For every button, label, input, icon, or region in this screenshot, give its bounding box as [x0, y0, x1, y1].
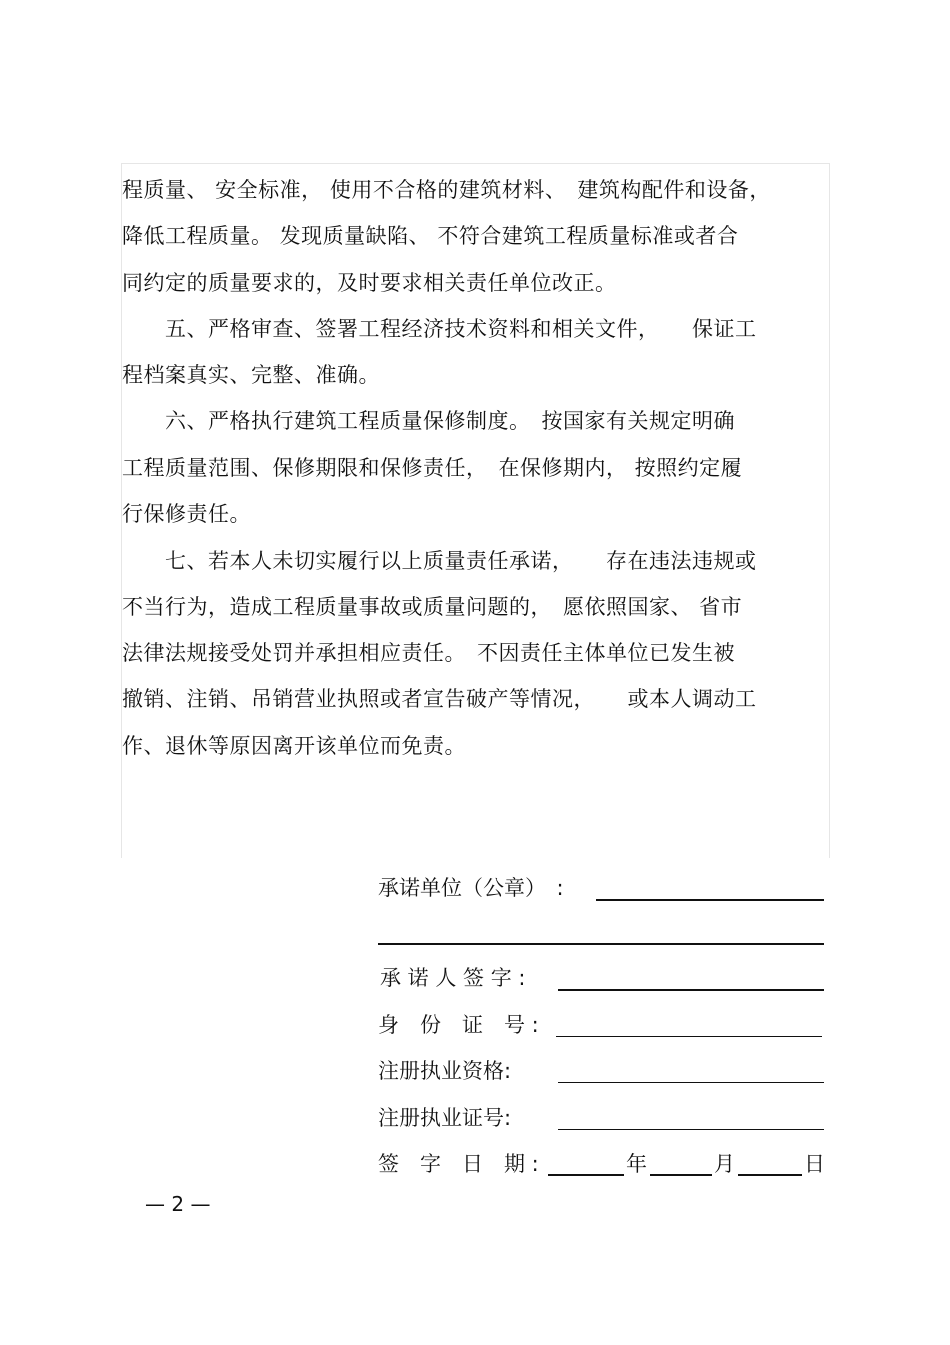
text-line: 五、严格审查、签署工程经济技术资料和相关文件， 保证工: [122, 317, 757, 341]
text-line: 不当行为，造成工程质量事故或质量问题的， 愿依照国家、 省市: [122, 595, 743, 619]
text-line: 同约定的质量要求的，及时要求相关责任单位改正。: [122, 271, 617, 295]
text-line: 降低工程质量。 发现质量缺陷、 不符合建筑工程质量标准或者合: [122, 224, 739, 248]
text-line: 七、若本人未切实履行以上质量责任承诺， 存在违法违规或: [122, 549, 757, 573]
day-label: 日: [804, 1152, 825, 1176]
year-label: 年: [626, 1152, 647, 1176]
unit-seal-field[interactable]: [596, 899, 824, 901]
id-number-label: 身 份 证 号 :: [378, 1013, 539, 1037]
id-number-field[interactable]: [556, 1036, 822, 1037]
unit-seal-field-extra[interactable]: [378, 943, 824, 945]
qualification-label: 注册执业资格:: [378, 1059, 512, 1083]
qualification-field[interactable]: [558, 1082, 824, 1083]
signer-field[interactable]: [558, 989, 824, 991]
day-field[interactable]: [738, 1174, 802, 1176]
text-line: 撤销、注销、吊销营业执照或者宣告破产等情况， 或本人调动工: [122, 687, 757, 711]
month-label: 月: [714, 1152, 735, 1176]
cert-number-field[interactable]: [558, 1129, 824, 1130]
signer-label: 承 诺 人 签 字 :: [380, 966, 526, 990]
text-line: 程档案真实、完整、准确。: [122, 363, 380, 387]
text-line: 行保修责任。: [122, 502, 251, 526]
year-field[interactable]: [548, 1174, 624, 1176]
page-number: — 2 —: [145, 1192, 211, 1216]
cert-number-label: 注册执业证号:: [378, 1106, 512, 1130]
text-line: 法律法规接受处罚并承担相应责任。 不因责任主体单位已发生被: [122, 641, 735, 665]
sign-date-label: 签 字 日 期 :: [378, 1152, 539, 1176]
text-line: 六、严格执行建筑工程质量保修制度。 按国家有关规定明确: [122, 409, 735, 433]
unit-seal-label: 承诺单位（公章） :: [378, 876, 564, 900]
text-line: 作、退休等原因离开该单位而免责。: [122, 734, 466, 758]
text-line: 程质量、 安全标准， 使用不合格的建筑材料、 建筑构配件和设备，: [122, 178, 771, 202]
text-line: 工程质量范围、保修期限和保修责任， 在保修期内， 按照约定履: [122, 456, 743, 480]
month-field[interactable]: [650, 1174, 712, 1176]
